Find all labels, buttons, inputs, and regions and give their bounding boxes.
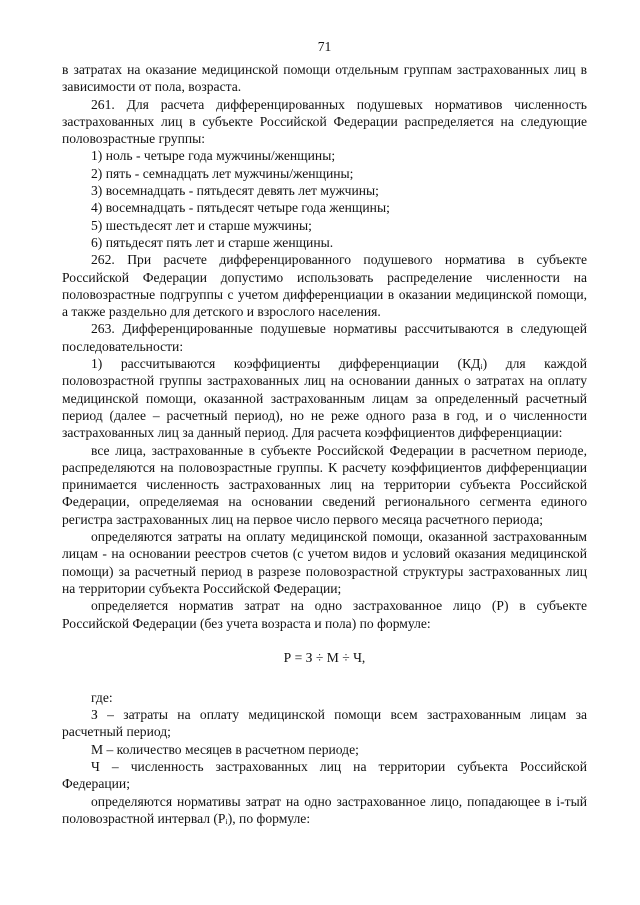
- paragraph: 262. При расчете дифференцированного подушевого норматива в субъекте Российской Федерации допустимо использовать распределение численности на половозрастные подгруппы с учетом дифференциации в оказании медицинской помощи, а также раздельно для детского и взрослого населения.: [62, 252, 587, 320]
- paragraph: 261. Для расчета дифференцированных подушевых нормативов численность застрахованных лиц в субъекте Российской Федерации распределяется на следующие половозрастные группы:: [62, 96, 587, 147]
- document-body: [62, 61, 587, 632]
- paragraph: З – затраты на оплату медицинской помощи всем застрахованным лицам за расчетный период;: [62, 707, 587, 740]
- formula: Р = З ÷ М ÷ Ч,: [283, 649, 366, 665]
- paragraph: 1) ноль - четыре года мужчины/женщины;: [91, 148, 336, 164]
- paragraph: определяется норматив затрат на одно застрахованное лицо (Р) в субъекте Российской Федерации (без учета возраста и пола) по формуле:: [62, 598, 587, 631]
- paragraph: 1) рассчитываются коэффициенты дифференциации (КДᵢ) для каждой половозрастной группы застрахованных лиц на основании данных о затратах на оплату медицинской помощи, оказанной застрахованным лицам за определенный расчетный период (далее – расчетный период), но не реже одного раза в год, и о численности застрахованных лиц за данный период. Для расчета коэффициентов дифференциации:: [62, 356, 587, 441]
- paragraph: 4) восемнадцать - пятьдесят четыре года женщины;: [91, 200, 390, 216]
- formula-explanation: [62, 689, 587, 827]
- paragraph: 2) пять - семнадцать лет мужчины/женщины;: [91, 165, 354, 181]
- paragraph: определяются затраты на оплату медицинской помощи, оказанной застрахованным лицам - на основании реестров счетов (с учетом видов и условий оказания медицинской помощи) за расчетный период в разрезе половозрастной структуры застрахованных лиц на территории субъекта Российской Федерации;: [62, 529, 587, 596]
- paragraph: в затратах на оказание медицинской помощи отдельным группам застрахованных лиц в зависимости от пола, возраста.: [62, 62, 587, 95]
- paragraph: Ч – численность застрахованных лиц на территории субъекта Российской Федерации;: [62, 758, 587, 792]
- paragraph: все лица, застрахованные в субъекте Российской Федерации в расчетном периоде, распределяются на половозрастные группы. К расчету коэффициентов дифференциации принимается численность застрахованных лиц на территории субъекта Российской Федерации, определяемая на основании сведений регионального сегмента единого регистра застрахованных лиц на первое число первого месяца расчетного периода;: [62, 442, 587, 527]
- page-number: 71: [317, 39, 332, 54]
- paragraph: 5) шестьдесят лет и старше мужчины;: [91, 217, 312, 233]
- paragraph: М – количество месяцев в расчетном периоде;: [91, 741, 359, 757]
- paragraph: 6) пятьдесят пять лет и старше женщины.: [91, 234, 334, 250]
- paragraph: 263. Дифференцированные подушевые нормативы рассчитываются в следующей последовательности:: [62, 321, 587, 354]
- paragraph: где:: [91, 689, 113, 705]
- paragraph: определяются нормативы затрат на одно застрахованное лицо, попадающее в i-тый половозрастной интервал (Рᵢ), по формуле:: [62, 793, 587, 826]
- paragraph: 3) восемнадцать - пятьдесят девять лет мужчины;: [91, 183, 379, 199]
